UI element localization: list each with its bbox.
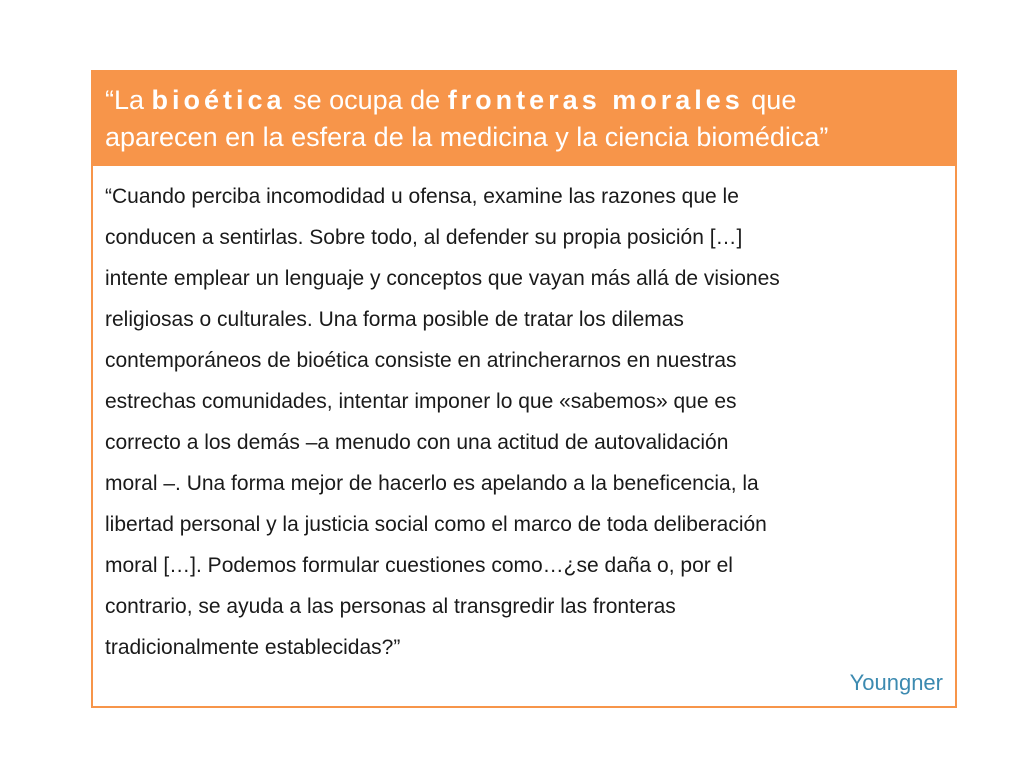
header-line-2: aparecen en la esfera de la medicina y la ciencia biomédica”: [105, 122, 829, 152]
quote-line: libertad personal y la justicia social como el marco de toda deliberación: [105, 513, 767, 536]
header-line-1: [105, 82, 943, 119]
header-mid-text: se ocupa de: [285, 85, 448, 115]
header-term-bioetica: bioética: [151, 85, 286, 115]
quote-line: contrario, se ayuda a las personas al transgredir las fronteras: [105, 595, 676, 618]
quote-line: estrechas comunidades, intentar imponer lo que «sabemos» que es: [105, 390, 737, 413]
header-band: [93, 72, 955, 166]
quote-author: Youngner: [849, 670, 943, 695]
quote-line: tradicionalmente establecidas?”: [105, 636, 401, 659]
quote-line: religiosas o culturales. Una forma posible de tratar los dilemas: [105, 308, 684, 331]
header-open-quote: “La: [105, 85, 152, 115]
quote-box: [91, 70, 957, 708]
header-after-term: que: [743, 85, 797, 115]
quote-line: moral […]. Podemos formular cuestiones como…¿se daña o, por el: [105, 554, 733, 577]
quote-line: correcto a los demás –a menudo con una actitud de autovalidación: [105, 431, 729, 454]
quote-line: moral –. Una forma mejor de hacerlo es apelando a la beneficencia, la: [105, 472, 759, 495]
header-term-fronteras: fronteras morales: [447, 85, 744, 115]
quote-body: [105, 176, 947, 668]
quote-line: conducen a sentirlas. Sobre todo, al defender su propia posición […]: [105, 226, 743, 249]
quote-line: intente emplear un lenguaje y conceptos que vayan más allá de visiones: [105, 267, 780, 290]
quote-line: “Cuando perciba incomodidad u ofensa, examine las razones que le: [105, 185, 739, 208]
quote-line: contemporáneos de bioética consiste en atrincherarnos en nuestras: [105, 349, 737, 372]
